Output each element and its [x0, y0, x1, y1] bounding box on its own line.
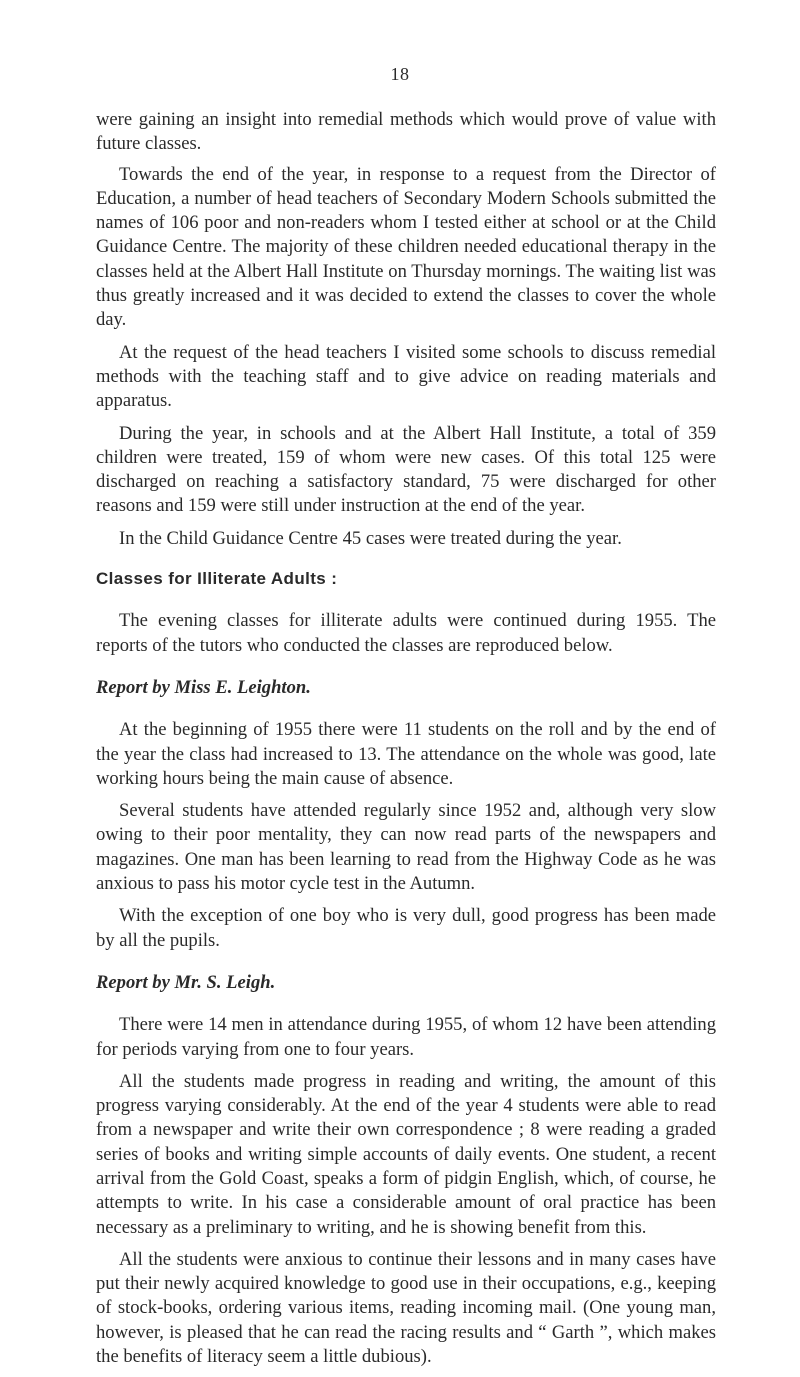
paragraph-guidance-centre: In the Child Guidance Centre 45 cases were treated during the year.	[119, 527, 622, 549]
report-heading-leigh: Report by Mr. S. Leigh.	[96, 971, 276, 993]
paragraph-year-totals: During the year, in schools and at the Albert Hall Institute, a total of 359 children were treated, 159 of whom were new cases. Of this total 125 were discharged on reaching a satisfactory standard, 75 were discharged for other reasons and 159 were still under instruction at the end of the year.	[96, 422, 716, 517]
paragraph-leigh-attendance: There were 14 men in attendance during 1955, of whom 12 have been attending for periods varying from one to four years.	[96, 1014, 716, 1060]
paragraph-leigh-progress: All the students made progress in reading and writing, the amount of this progress varying considerably. At the end of the year 4 students were able to read from a newspaper and write their own correspondence ; 8 were reading a graded series of books and writing simple accounts of daily events. One student, a recent arrival from the Gold Coast, speaks a form of pidgin English, which, of course, he attempts to write. In his case a considerable amount of oral practice has been necessary as a preliminary to writing, and he is showing benefit from this.	[96, 1070, 716, 1238]
report-heading-leighton: Report by Miss E. Leighton.	[96, 676, 311, 698]
paragraph-continuation: were gaining an insight into remedial methods which would prove of value with future classes.	[96, 109, 716, 155]
section-heading-illiterate-adults: Classes for Illiterate Adults :	[96, 569, 338, 589]
page-body	[96, 108, 716, 1377]
paragraph-leighton-progress: With the exception of one boy who is very dull, good progress has been made by all the pupils.	[96, 905, 716, 951]
paragraph-director-request: Towards the end of the year, in response to a request from the Director of Education, a number of head teachers of Secondary Modern Schools submitted the names of 106 poor and non-readers whom I tested either at school or at the Child Guidance Centre. The majority of these children needed educational therapy in the classes held at the Albert Hall Institute on Thursday mornings. The waiting list was thus greatly increased and it was decided to extend the classes to cover the whole day.	[96, 163, 716, 331]
page-number: 18	[390, 64, 410, 84]
paragraph-school-visits: At the request of the head teachers I visited some schools to discuss remedial methods with the teaching staff and to give advice on reading materials and apparatus.	[96, 341, 716, 412]
paragraph-leigh-occupations: All the students were anxious to continue their lessons and in many cases have put their newly acquired knowledge to good use in their occupations, e.g., keeping of stock-books, ordering various items, reading incoming mail. (One young man, however, is pleased that he can read the racing results and “ Garth ”, which makes the benefits of literacy seem a little dubious).	[96, 1248, 716, 1368]
paragraph-leighton-roll: At the beginning of 1955 there were 11 students on the roll and by the end of the year the class had increased to 13. The attendance on the whole was good, late working hours being the main cause of absence.	[96, 719, 716, 789]
paragraph-leighton-students: Several students have attended regularly since 1952 and, although very slow owing to their poor mentality, they can now read parts of the newspapers and magazines. One man has been learning to read from the Highway Code as he was anxious to pass his motor cycle test in the Autumn.	[96, 800, 716, 895]
paragraph-evening-classes: The evening classes for illiterate adults were continued during 1955. The reports of the tutors who conducted the classes are reproduced below.	[96, 610, 716, 656]
